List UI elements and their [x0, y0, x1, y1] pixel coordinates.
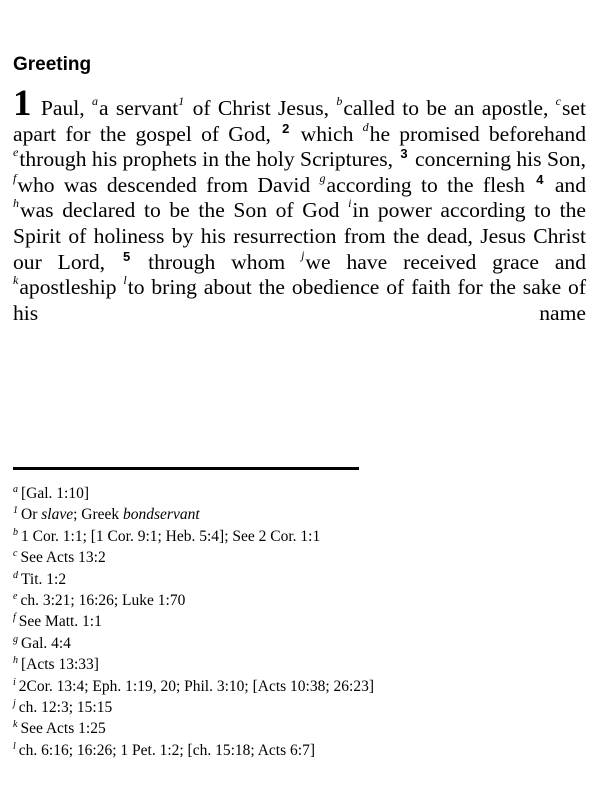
footnote-mark: e [13, 591, 18, 603]
footnote-marker[interactable]: c [555, 94, 561, 108]
footnote-text[interactable]: [Acts 13:33] [21, 656, 99, 674]
footnote-text-italic: bondservant [123, 506, 200, 524]
footnote-marker[interactable]: e [13, 145, 19, 160]
footnote-marker[interactable]: j [301, 247, 305, 262]
footnote-mark: j [13, 698, 16, 710]
text-span: apostleship [19, 275, 124, 300]
text-span: in power according to the Spirit of holiness by his resurrection from the dead, Jesus Christ our Lord, [13, 198, 586, 274]
text-span: which [291, 121, 363, 146]
footnote-item [13, 633, 588, 654]
footnote-text[interactable]: [Gal. 1:10] [21, 485, 90, 502]
footnote-marker[interactable]: l [123, 273, 127, 288]
footnote-mark: f [13, 612, 16, 624]
footnote-mark: h [13, 655, 18, 667]
footnote-text[interactable]: 1 Cor. 1:1; [1 Cor. 9:1; Heb. 5:4]; See 2 Cor. 1:1 [21, 527, 321, 545]
footnote-item [13, 590, 588, 611]
footnote-text: ; Greek [73, 506, 124, 524]
footnote-text: Or [21, 506, 42, 524]
verse-number: 3 [400, 146, 408, 162]
footnote-item [13, 526, 588, 547]
footnote-item [13, 654, 588, 675]
footnote-marker[interactable]: k [13, 273, 19, 288]
footnote-item [13, 504, 588, 525]
text-span: who was descended from David [17, 172, 320, 197]
footnote-mark: k [13, 719, 18, 731]
footnote-marker[interactable]: f [13, 170, 17, 185]
footnote-item [13, 569, 588, 590]
footnote-text[interactable]: Tit. 1:2 [21, 570, 67, 588]
text-span: to bring about the obedience of faith for the sake of his name [13, 275, 587, 325]
text-span: set apart for the gospel of God, [13, 96, 586, 146]
text-span: through his prophets in the holy Scriptures, [19, 147, 399, 172]
footnote-mark: b [13, 526, 18, 538]
text-span: a servant [98, 96, 179, 120]
footnote-item [13, 547, 588, 568]
footnote-item [13, 697, 588, 718]
section-heading: Greeting [13, 54, 92, 75]
footnote-item [13, 740, 588, 761]
text-span: according to the flesh [326, 172, 535, 197]
footnote-item [13, 483, 588, 504]
verse-number: 4 [536, 171, 544, 187]
footnote-divider [13, 467, 359, 470]
footnote-mark: g [13, 633, 18, 645]
text-span: Paul, [40, 96, 92, 120]
footnote-mark: i [13, 676, 16, 688]
footnote-marker[interactable]: 1 [178, 94, 185, 108]
footnote-mark: 1 [13, 505, 18, 517]
footnote-text[interactable]: See Acts 1:25 [20, 720, 106, 738]
footnote-text[interactable]: 2Cor. 13:4; Eph. 1:19, 20; Phil. 3:10; [Acts 10:38; 26:23] [18, 677, 374, 695]
verse-number: 5 [122, 248, 131, 264]
footnote-mark: d [13, 569, 18, 581]
footnotes-list [13, 483, 588, 761]
footnote-text[interactable]: ch. 3:21; 16:26; Luke 1:70 [20, 592, 186, 610]
text-span: and [545, 172, 586, 197]
footnote-text[interactable]: See Acts 13:2 [20, 549, 106, 567]
footnote-text[interactable]: Gal. 4:4 [21, 634, 71, 652]
text-span: called to be an apostle, [343, 96, 556, 120]
footnote-item [13, 611, 588, 632]
text-span: through whom [132, 249, 302, 274]
scripture-body [13, 83, 587, 326]
footnote-mark: a [13, 484, 18, 495]
text-span: he promised beforehand [369, 121, 586, 146]
footnote-text[interactable]: ch. 6:16; 16:26; 1 Pet. 1:2; [ch. 15:18; Acts 6:7] [18, 741, 315, 759]
chapter-number: 1 [13, 83, 32, 124]
footnote-marker[interactable]: i [348, 196, 352, 211]
footnote-marker[interactable]: g [319, 170, 326, 185]
footnote-text[interactable]: See Matt. 1:1 [18, 613, 102, 631]
footnote-item [13, 718, 588, 739]
verse-number: 2 [282, 120, 290, 136]
text-span: of Christ Jesus, [185, 96, 337, 120]
footnote-marker[interactable]: d [362, 119, 369, 134]
footnote-mark: l [13, 740, 16, 752]
footnote-item [13, 676, 588, 697]
text-span: concerning his Son, [409, 147, 586, 172]
footnote-mark: c [13, 548, 18, 560]
footnote-text-italic: slave [41, 506, 74, 524]
footnote-marker[interactable]: b [336, 94, 343, 108]
footnote-marker[interactable]: h [13, 196, 19, 211]
footnote-marker[interactable]: a [91, 94, 98, 108]
text-span: we have received grace and [305, 249, 587, 274]
footnote-text[interactable]: ch. 12:3; 15:15 [18, 699, 113, 717]
text-span: was declared to be the Son of God [20, 198, 349, 223]
